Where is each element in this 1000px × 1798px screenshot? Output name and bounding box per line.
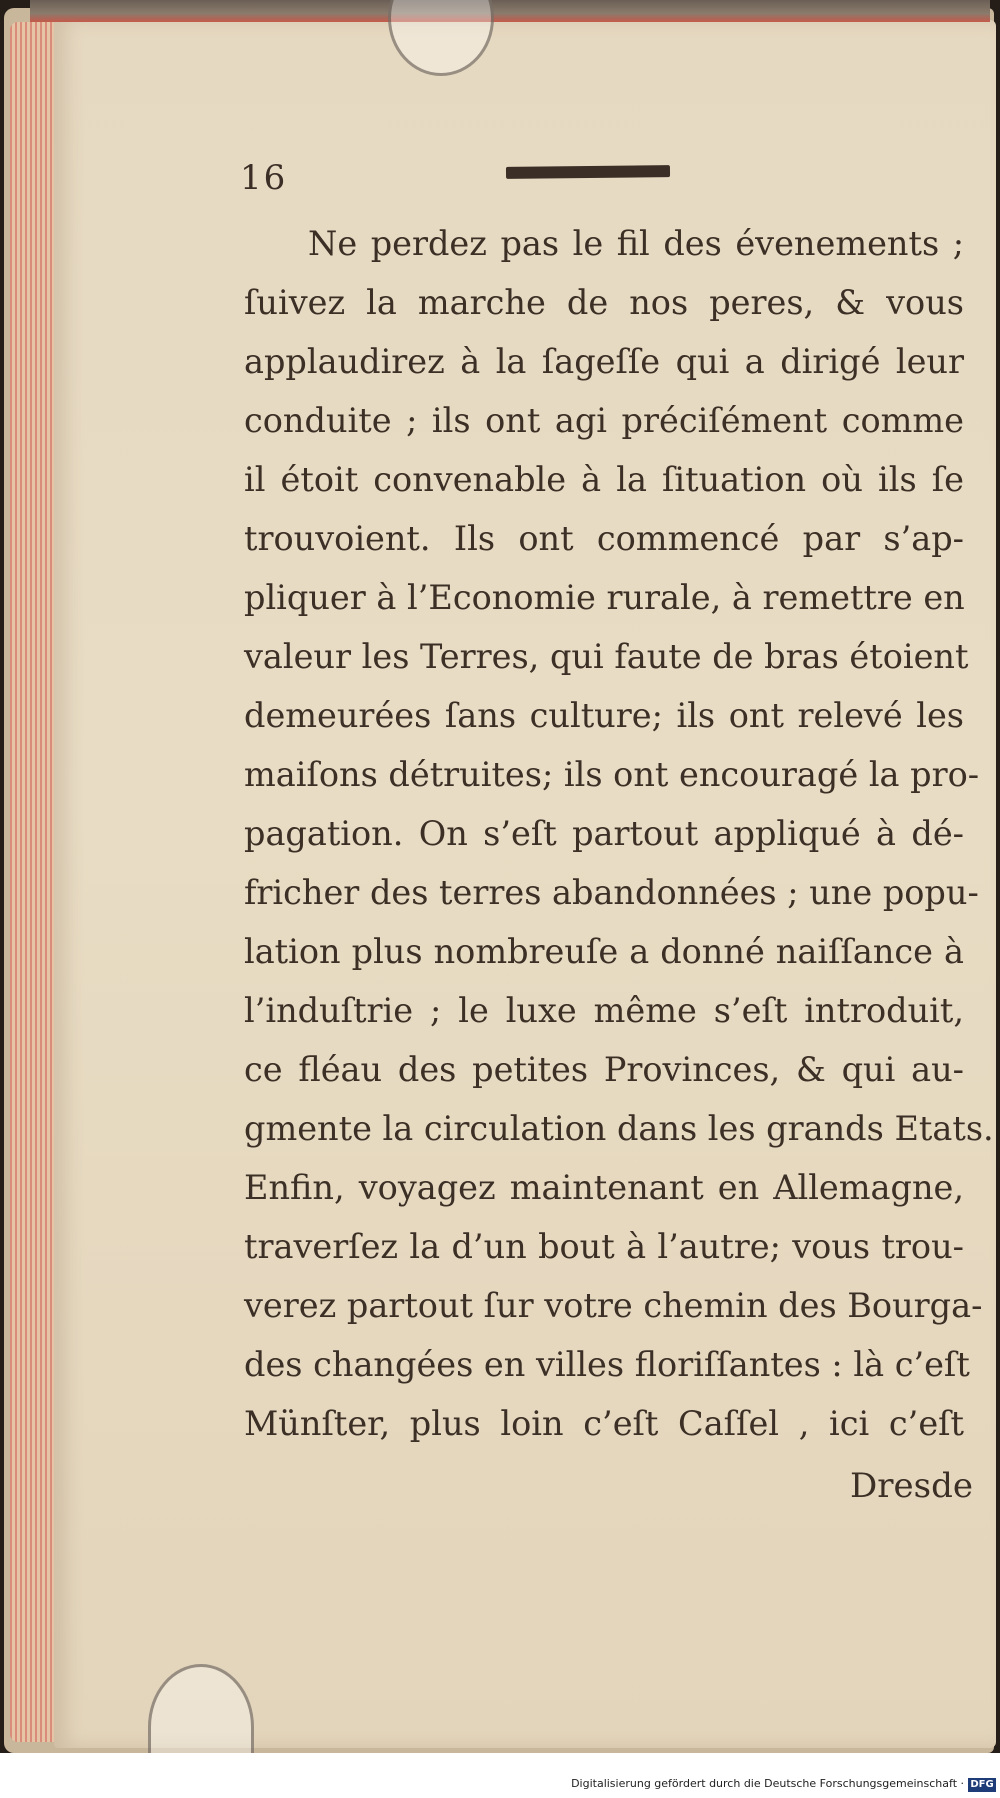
dfg-logo: DFG [968, 1778, 996, 1792]
text-line: Enfin, voyagez maintenant en Allemagne, [244, 1168, 964, 1207]
text-line: ce fléau des petites Provinces, & qui au- [244, 1050, 964, 1089]
text-line: pliquer à l’Economie rurale, à remettre en [244, 578, 965, 617]
text-line: ſuivez la marche de nos peres, & vous [244, 283, 964, 322]
text-line: verez partout ſur votre chemin des Bourga- [244, 1286, 983, 1325]
catchword: Dresde [850, 1466, 973, 1506]
text-line: maiſons détruites; ils ont encouragé la pro- [244, 755, 980, 794]
text-line: pagation. On s’eſt partout appliqué à dé- [244, 814, 964, 853]
text-line: applaudirez à la ſageſſe qui a dirigé leur [244, 342, 964, 381]
text-line: demeurées ſans culture; ils ont relevé les [244, 696, 964, 735]
text-line: conduite ; ils ont agi préciſément comme [244, 401, 964, 440]
footer-bar [0, 1753, 1000, 1798]
top-binding [30, 0, 990, 22]
text-line: Münſter, plus loin c’eſt Caſſel , ici c’eſt [244, 1404, 964, 1443]
text-line: traverſez la d’un bout à l’autre; vous trou- [244, 1227, 964, 1266]
digitization-credit: Digitalisierung gefördert durch die Deutsche Forschungsgemeinschaft · [571, 1777, 964, 1790]
text-line: il étoit convenable à la ſituation où ils ſe [244, 460, 964, 499]
text-line: lation plus nombreuſe a donné naiſſance à [244, 932, 964, 971]
body-text [244, 214, 994, 1453]
page-number: 16 [240, 158, 288, 198]
text-line: gmente la circulation dans les grands Etats. [244, 1109, 994, 1148]
text-line: l’induſtrie ; le luxe même s’eſt introduit, [244, 991, 964, 1030]
text-line: Ne perdez pas le fil des évenements ; [308, 224, 964, 263]
text-line: valeur les Terres, qui faute de bras étoient [244, 637, 969, 676]
page-edge [10, 22, 54, 1742]
text-line: des changées en villes floriſſantes : là c’eſt [244, 1345, 970, 1384]
text-line: fricher des terres abandonnées ; une popu- [244, 873, 979, 912]
header-rule [506, 165, 670, 179]
text-line: trouvoient. Ils ont commencé par s’ap- [244, 519, 964, 558]
